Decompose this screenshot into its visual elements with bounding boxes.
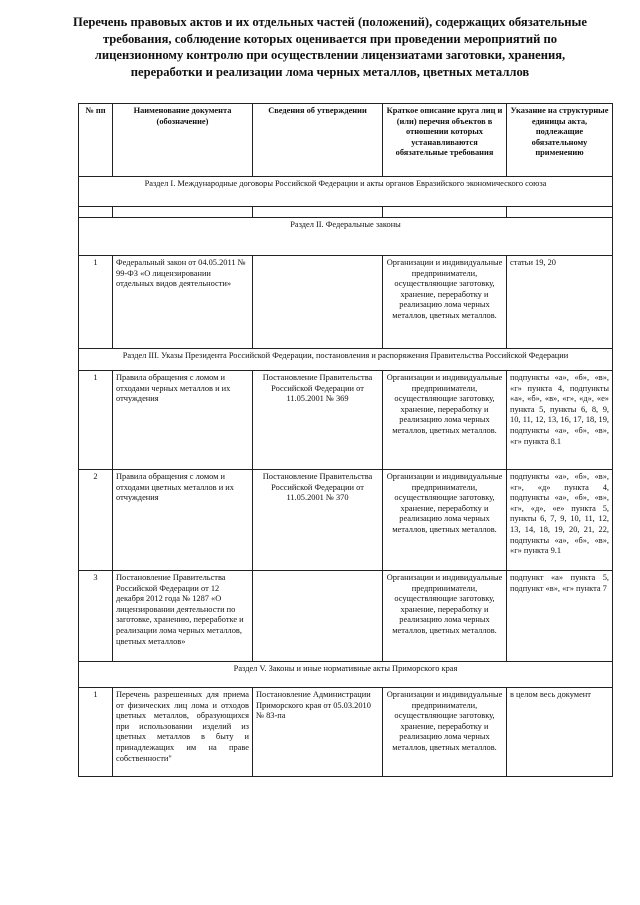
empty-cell xyxy=(79,207,113,218)
row-approval xyxy=(253,571,383,662)
row-num: 1 xyxy=(79,256,113,349)
row-num: 1 xyxy=(79,371,113,470)
scan-artifact xyxy=(250,2,400,8)
empty-cell xyxy=(113,207,253,218)
table-row xyxy=(79,371,613,470)
row-scope: Организации и индивидуальные предприниматели, осуществляющие заготовку, хранение, переработку и реализацию лома черных металлов, цветных металлов. xyxy=(383,688,507,777)
table-header-row xyxy=(79,104,613,177)
row-name: Правила обращения с ломом и отходами черных металлов и их отчуждения xyxy=(113,371,253,470)
row-name: Перечень разрешенных для приема от физических лиц лома и отходов цветных металлов, образующихся при использовании изделий из цветных металлов в быту и принадлежащих им на праве собственности" xyxy=(113,688,253,777)
requirements-table xyxy=(78,103,613,777)
header-scope: Краткое описание круга лиц и (или) перечня объектов в отношении которых устанавливаются обязательные требования xyxy=(383,104,507,177)
empty-row xyxy=(79,207,613,218)
row-units: статьи 19, 20 xyxy=(507,256,613,349)
row-name: Правила обращения с ломом и отходами цветных металлов и их отчуждения xyxy=(113,470,253,571)
section-title: Раздел III. Указы Президента Российской Федерации, постановления и распоряжения Правительства Российской Федерации xyxy=(79,349,613,371)
row-name: Постановление Правительства Российской Федерации от 12 декабря 2012 года № 1287 «О лицензировании деятельности по заготовке, хранению, переработке и реализации лома черных металлов, цветных металлов» xyxy=(113,571,253,662)
header-num: № пп xyxy=(79,104,113,177)
row-units: в целом весь документ xyxy=(507,688,613,777)
row-approval: Постановление Администрации Приморского края от 05.03.2010 № 83-па xyxy=(253,688,383,777)
row-units: подпункты «а», «б», «в», «г», «д» пункта 4, подпункты «а», «б», «в», «г», «д», «е» пункта 5, пункты 6, 7, 9, 10, 11, 12, 13, 14, 18, 19, 20, 21, 22, подпункты «а», «б», «в», «г» пункта 9.1 xyxy=(507,470,613,571)
row-approval: Постановление Правительства Российской Федерации от 11.05.2001 № 370 xyxy=(253,470,383,571)
row-name: Федеральный закон от 04.05.2011 № 99-ФЗ «О лицензировании отдельных видов деятельности» xyxy=(113,256,253,349)
row-units: подпункты «а», «б», «в», «г» пункта 4, подпункты «а», «б», «в», «г», «д», «е» пункта 5, пункты 6, 8, 9, 10, 11, 12, 13, 16, 17, 18, 19, подпункты «а», «б», «в», «г» пункта 8.1 xyxy=(507,371,613,470)
row-scope: Организации и индивидуальные предприниматели, осуществляющие заготовку, хранение, переработку и реализацию лома черных металлов, цветных металлов. xyxy=(383,571,507,662)
row-num: 1 xyxy=(79,688,113,777)
empty-cell xyxy=(383,207,507,218)
header-approval: Сведения об утверждении xyxy=(253,104,383,177)
section-row xyxy=(79,662,613,688)
empty-cell xyxy=(253,207,383,218)
row-num: 3 xyxy=(79,571,113,662)
table-row xyxy=(79,470,613,571)
table-row xyxy=(79,256,613,349)
table-row xyxy=(79,571,613,662)
header-units: Указание на структурные единицы акта, подлежащие обязательному применению xyxy=(507,104,613,177)
row-approval: Постановление Правительства Российской Федерации от 11.05.2001 № 369 xyxy=(253,371,383,470)
row-scope: Организации и индивидуальные предприниматели, осуществляющие заготовку, хранение, переработку и реализацию лома черных металлов, цветных металлов. xyxy=(383,371,507,470)
section-row xyxy=(79,177,613,207)
row-units: подпункт «а» пункта 5, подпункт «в», «г» пункта 7 xyxy=(507,571,613,662)
row-scope: Организации и индивидуальные предприниматели, осуществляющие заготовку, хранение, переработку и реализацию лома черных металлов, цветных металлов. xyxy=(383,256,507,349)
section-title: Раздел I. Международные договоры Российской Федерации и акты органов Евразийского экономического союза xyxy=(79,177,613,207)
section-title: Раздел II. Федеральные законы xyxy=(79,218,613,256)
section-row xyxy=(79,349,613,371)
section-title: Раздел V. Законы и иные нормативные акты Приморского края xyxy=(79,662,613,688)
row-scope: Организации и индивидуальные предприниматели, осуществляющие заготовку, хранение, переработку и реализацию лома черных металлов, цветных металлов. xyxy=(383,470,507,571)
page-title: Перечень правовых актов и их отдельных частей (положений), содержащих обязательные требования, соблюдение которых оценивается при проведении мероприятий по лицензионному контролю при осуществлении лицензиатами заготовки, хранения, переработки и реализации лома черных металлов, цветных металлов xyxy=(73,15,587,79)
header-name: Наименование документа (обозначение) xyxy=(113,104,253,177)
section-row xyxy=(79,218,613,256)
empty-cell xyxy=(507,207,613,218)
table-row xyxy=(79,688,613,777)
row-approval xyxy=(253,256,383,349)
row-num: 2 xyxy=(79,470,113,571)
